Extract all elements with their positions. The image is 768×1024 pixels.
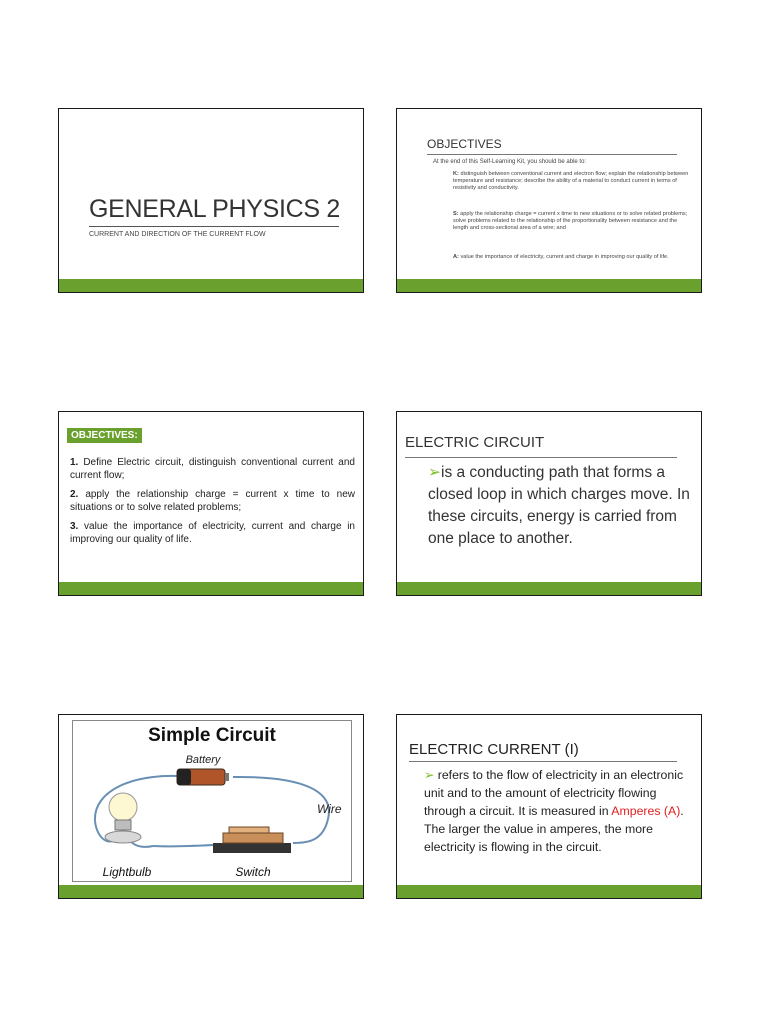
- slide-title-subtitle: CURRENT AND DIRECTION OF THE CURRENT FLOW: [89, 231, 266, 238]
- objective-label: S:: [453, 211, 459, 217]
- objective-text: value the importance of electricity, current and charge in improving our quality of life.: [460, 254, 669, 260]
- unit-highlight: Amperes (A): [611, 804, 681, 818]
- electric-circuit-heading: ELECTRIC CIRCUIT: [405, 434, 545, 451]
- slide-electric-circuit: [396, 411, 702, 596]
- objective-text: distinguish between conventional current and electron flow; explain the relationship between temperature and resistance; describe the ability of a material to conduct current in terms of resistivity and conductivity.: [453, 171, 689, 191]
- list-item: 2. apply the relationship charge = current x time to new situations or to solve related problems;: [70, 489, 355, 513]
- heading-divider: [427, 154, 677, 155]
- electric-circuit-definition: ➢is a conducting path that forms a closed loop in which charges move. In these circuits, energy is carried from one place to another.: [428, 464, 690, 547]
- slide-title-heading: GENERAL PHYSICS 2: [89, 195, 341, 223]
- electric-current-definition: ➢ refers to the flow of electricity in an electronic unit and to the amount of electricity flowing through a circuit. It is measured in Amperes (A). The larger the value in amperes, the more electricity is flowing in the circuit.: [424, 768, 684, 854]
- objective-knowledge: [453, 171, 693, 192]
- battery-icon: [177, 769, 229, 785]
- objectives-tag: OBJECTIVES:: [67, 428, 142, 443]
- objectives-heading: OBJECTIVES: [427, 137, 502, 151]
- diagram-title: Simple Circuit: [148, 725, 276, 746]
- objective-attitude: [453, 254, 693, 261]
- lightbulb-label: Lightbulb: [102, 865, 152, 879]
- footer-bar: [397, 279, 701, 292]
- wire-label: Wire: [317, 802, 342, 816]
- objectives-intro: At the end of this Self-Learning Kit, you should be able to:: [433, 159, 587, 165]
- slide-objectives-detailed: [396, 108, 702, 293]
- heading-divider: [405, 457, 677, 458]
- switch-label: Switch: [235, 865, 271, 879]
- objective-text: apply the relationship charge = current x time to new situations or to solve related problems; solve problems related to the relationship of the proportionality between resistance and the length and cross-sectional area of a wire; and: [453, 211, 688, 231]
- simple-circuit-diagram: [72, 720, 352, 882]
- heading-divider: [409, 761, 677, 762]
- list-item: 3. value the importance of electricity, current and charge in improving our quality of life.: [70, 521, 355, 545]
- objective-label: A:: [453, 254, 459, 260]
- list-item: 1. Define Electric circuit, distinguish conventional current and current flow;: [70, 457, 355, 481]
- objective-label: K:: [453, 171, 459, 177]
- footer-bar: [59, 279, 363, 292]
- footer-bar: [397, 885, 701, 898]
- objective-skill: [453, 211, 693, 232]
- arrow-bullet-icon: ➢: [428, 464, 441, 481]
- footer-bar: [59, 582, 363, 595]
- switch-icon: [213, 827, 291, 853]
- arrow-bullet-icon: ➢: [424, 768, 435, 782]
- footer-bar: [59, 885, 363, 898]
- title-divider: [89, 226, 339, 227]
- slide-objectives-list: [58, 411, 364, 596]
- slide-simple-circuit: [58, 714, 364, 899]
- slide-title: [58, 108, 364, 293]
- lightbulb-icon: [105, 793, 141, 843]
- battery-label: Battery: [185, 754, 221, 766]
- objectives-list: [70, 457, 355, 553]
- electric-current-heading: ELECTRIC CURRENT (I): [409, 741, 579, 758]
- footer-bar: [397, 582, 701, 595]
- slide-electric-current: [396, 714, 702, 899]
